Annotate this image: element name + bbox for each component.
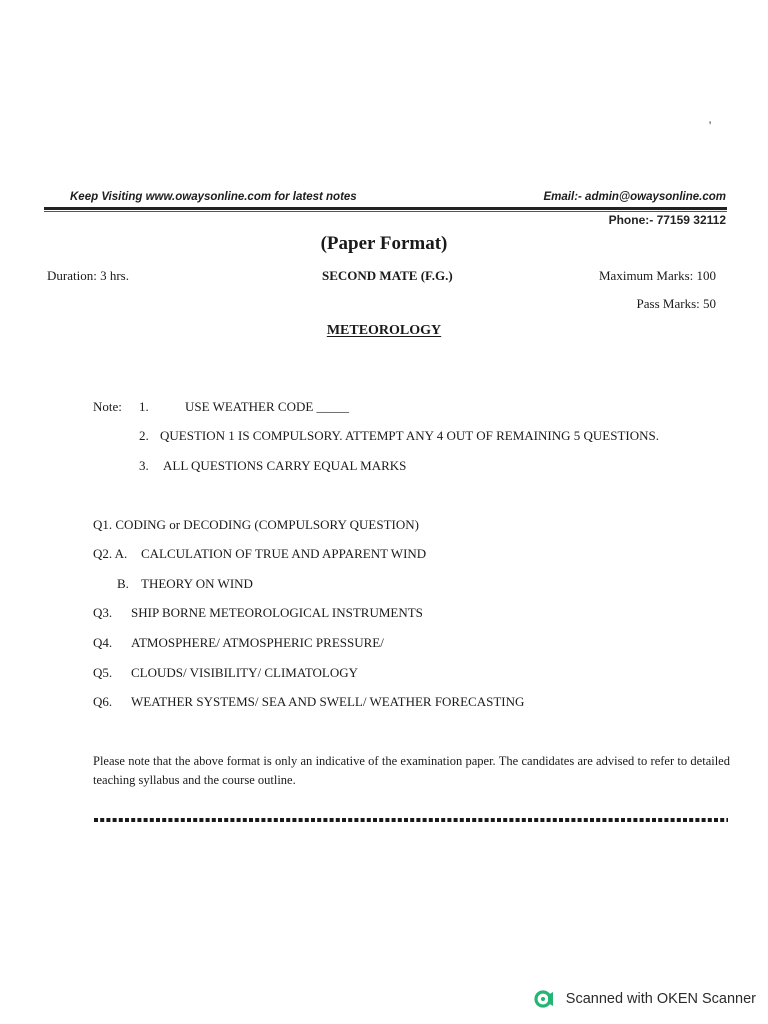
- question-label: Q1.: [93, 517, 113, 532]
- page-title: (Paper Format): [320, 233, 448, 254]
- note-number: 2.: [139, 428, 149, 443]
- question-label: B.: [117, 576, 129, 591]
- dotted-separator: [92, 808, 730, 828]
- question-text: WEATHER SYSTEMS/ SEA AND SWELL/ WEATHER FORECASTING: [131, 694, 525, 709]
- header-website-text: Keep Visiting www.owaysonline.com for latest notes: [70, 191, 357, 203]
- question-text: CALCULATION OF TRUE AND APPARENT WIND: [141, 546, 427, 561]
- oken-scanner-logo-icon: [534, 988, 556, 1010]
- question-text: CODING or DECODING (COMPULSORY QUESTION): [115, 517, 419, 532]
- question-label: Q3.: [93, 605, 113, 620]
- scanner-watermark: [534, 988, 756, 1010]
- question-text: SHIP BORNE METEOROLOGICAL INSTRUMENTS: [131, 605, 423, 620]
- note-item: QUESTION 1 IS COMPULSORY. ATTEMPT ANY 4 OUT OF REMAINING 5 QUESTIONS.: [160, 428, 659, 443]
- maximum-marks: Maximum Marks: 100: [599, 268, 716, 283]
- question-text: THEORY ON WIND: [141, 576, 253, 591]
- question-text: ATMOSPHERE/ ATMOSPHERIC PRESSURE/: [131, 635, 384, 650]
- corner-mark: ': [709, 118, 712, 132]
- duration-text: Duration: 3 hrs.: [47, 268, 129, 283]
- header-phone-text: Phone:- 77159 32112: [608, 213, 726, 227]
- subject-heading: METEOROLOGY: [326, 323, 442, 338]
- scanner-text: Scanned with OKEN Scanner: [565, 991, 756, 1007]
- note-item: USE WEATHER CODE _____: [185, 399, 350, 414]
- pass-marks: Pass Marks: 50: [636, 296, 716, 311]
- question-label: Q2. A.: [93, 546, 128, 561]
- course-name: SECOND MATE (F.G.): [322, 268, 453, 283]
- question-row: [93, 517, 419, 533]
- note-item: ALL QUESTIONS CARRY EQUAL MARKS: [163, 458, 407, 473]
- note-label: Note:: [93, 399, 122, 414]
- footnote-paragraph: Please note that the above format is only an indicative of the examination paper. The candidates are advised to refer to detailed teaching syllabus and the course outline.: [93, 754, 730, 787]
- note-number: 1.: [139, 399, 149, 414]
- header-divider-accent: [44, 211, 727, 212]
- header-divider: [44, 207, 727, 210]
- header-email-text: Email:- admin@owaysonline.com: [543, 191, 726, 203]
- note-number: 3.: [139, 458, 149, 473]
- question-label: Q6.: [93, 694, 113, 709]
- question-text: CLOUDS/ VISIBILITY/ CLIMATOLOGY: [131, 665, 359, 680]
- question-label: Q4.: [93, 635, 113, 650]
- question-label: Q5.: [93, 665, 113, 680]
